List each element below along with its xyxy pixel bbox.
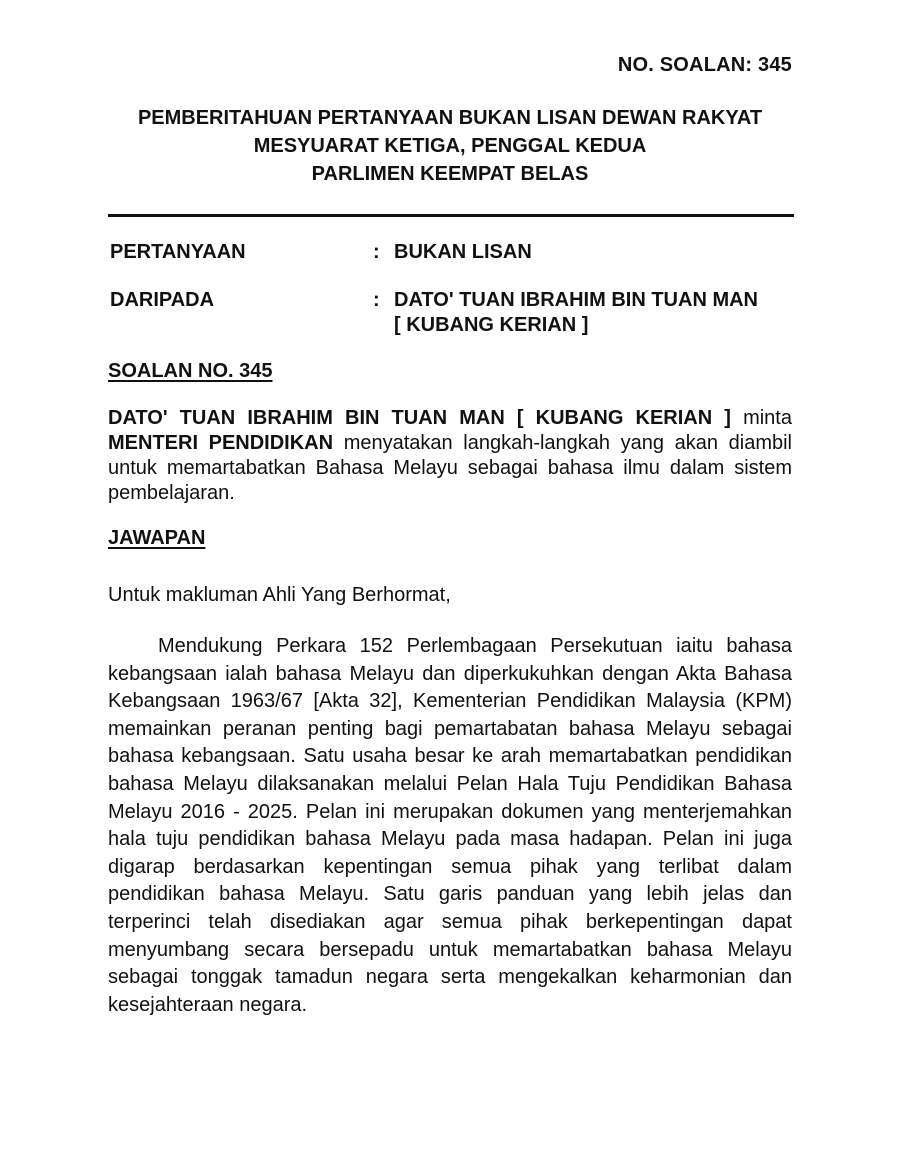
- document-heading: [108, 104, 792, 188]
- daripada-colon: :: [373, 289, 380, 311]
- heading-line-2: MESYUARAT KETIGA, PENGGAL KEDUA: [253, 135, 647, 157]
- heading-line-3: PARLIMEN KEEMPAT BELAS: [311, 163, 589, 185]
- daripada-name: DATO' TUAN IBRAHIM BIN TUAN MAN: [394, 289, 758, 311]
- heading-line-1: PEMBERITAHUAN PERTANYAAN BUKAN LISAN DEWAN RAKYAT: [137, 107, 763, 129]
- question-text-part-2: menyatakan langkah-langkah yang akan diambil untuk memartabatkan Bahasa Melayu sebagai bahasa ilmu dalam sistem pembelajaran.: [108, 432, 792, 504]
- question-minister: MENTERI PENDIDIKAN: [108, 432, 334, 454]
- answer-paragraph: Mendukung Perkara 152 Perlembagaan Persekutuan iaitu bahasa kebangsaan ialah bahasa Melayu dan diperkukuhkan dengan Akta Bahasa Kebangsaan 1963/67 [Akta 32], Kementerian Pendidikan Malaysia (KPM) memainkan peranan penting bagi pemartabatan bahasa Melayu sebagai bahasa kebangsaan. Satu usaha besar ke arah memartabatkan pendidikan bahasa Melayu dilaksanakan melalui Pelan Hala Tuju Pendidikan Bahasa Melayu 2016 - 2025. Pelan ini merupakan dokumen yang menterjemahkan hala tuju pendidikan bahasa Melayu pada masa hadapan. Pelan ini juga digarap berdasarkan kepentingan semua pihak yang terlibat dalam pendidikan bahasa Melayu. Satu garis panduan yang lebih jelas dan terperinci telah disediakan agar semua pihak berkepentingan dapat menyumbang secara bersepadu untuk memartabatkan bahasa Melayu sebagai tonggak tamadun negara serta mengekalkan keharmonian dan kesejahteraan negara.: [108, 635, 792, 1016]
- question-text-part-1: minta: [730, 407, 792, 429]
- question-number: NO. SOALAN: 345: [617, 54, 792, 76]
- question-asker: DATO' TUAN IBRAHIM BIN TUAN MAN [ KUBANG KERIAN ]: [108, 407, 731, 429]
- pertanyaan-label: PERTANYAAN: [110, 241, 246, 263]
- daripada-label: DARIPADA: [110, 289, 215, 311]
- header-divider: [108, 214, 794, 217]
- answer-title: JAWAPAN: [108, 527, 206, 549]
- pertanyaan-colon: :: [373, 241, 380, 263]
- daripada-value: [394, 288, 758, 338]
- pertanyaan-value: BUKAN LISAN: [394, 241, 532, 263]
- daripada-constituency: [ KUBANG KERIAN ]: [394, 314, 589, 336]
- question-text: [108, 406, 792, 506]
- question-title: SOALAN NO. 345: [108, 360, 273, 382]
- answer-greeting: Untuk makluman Ahli Yang Berhormat,: [108, 584, 451, 606]
